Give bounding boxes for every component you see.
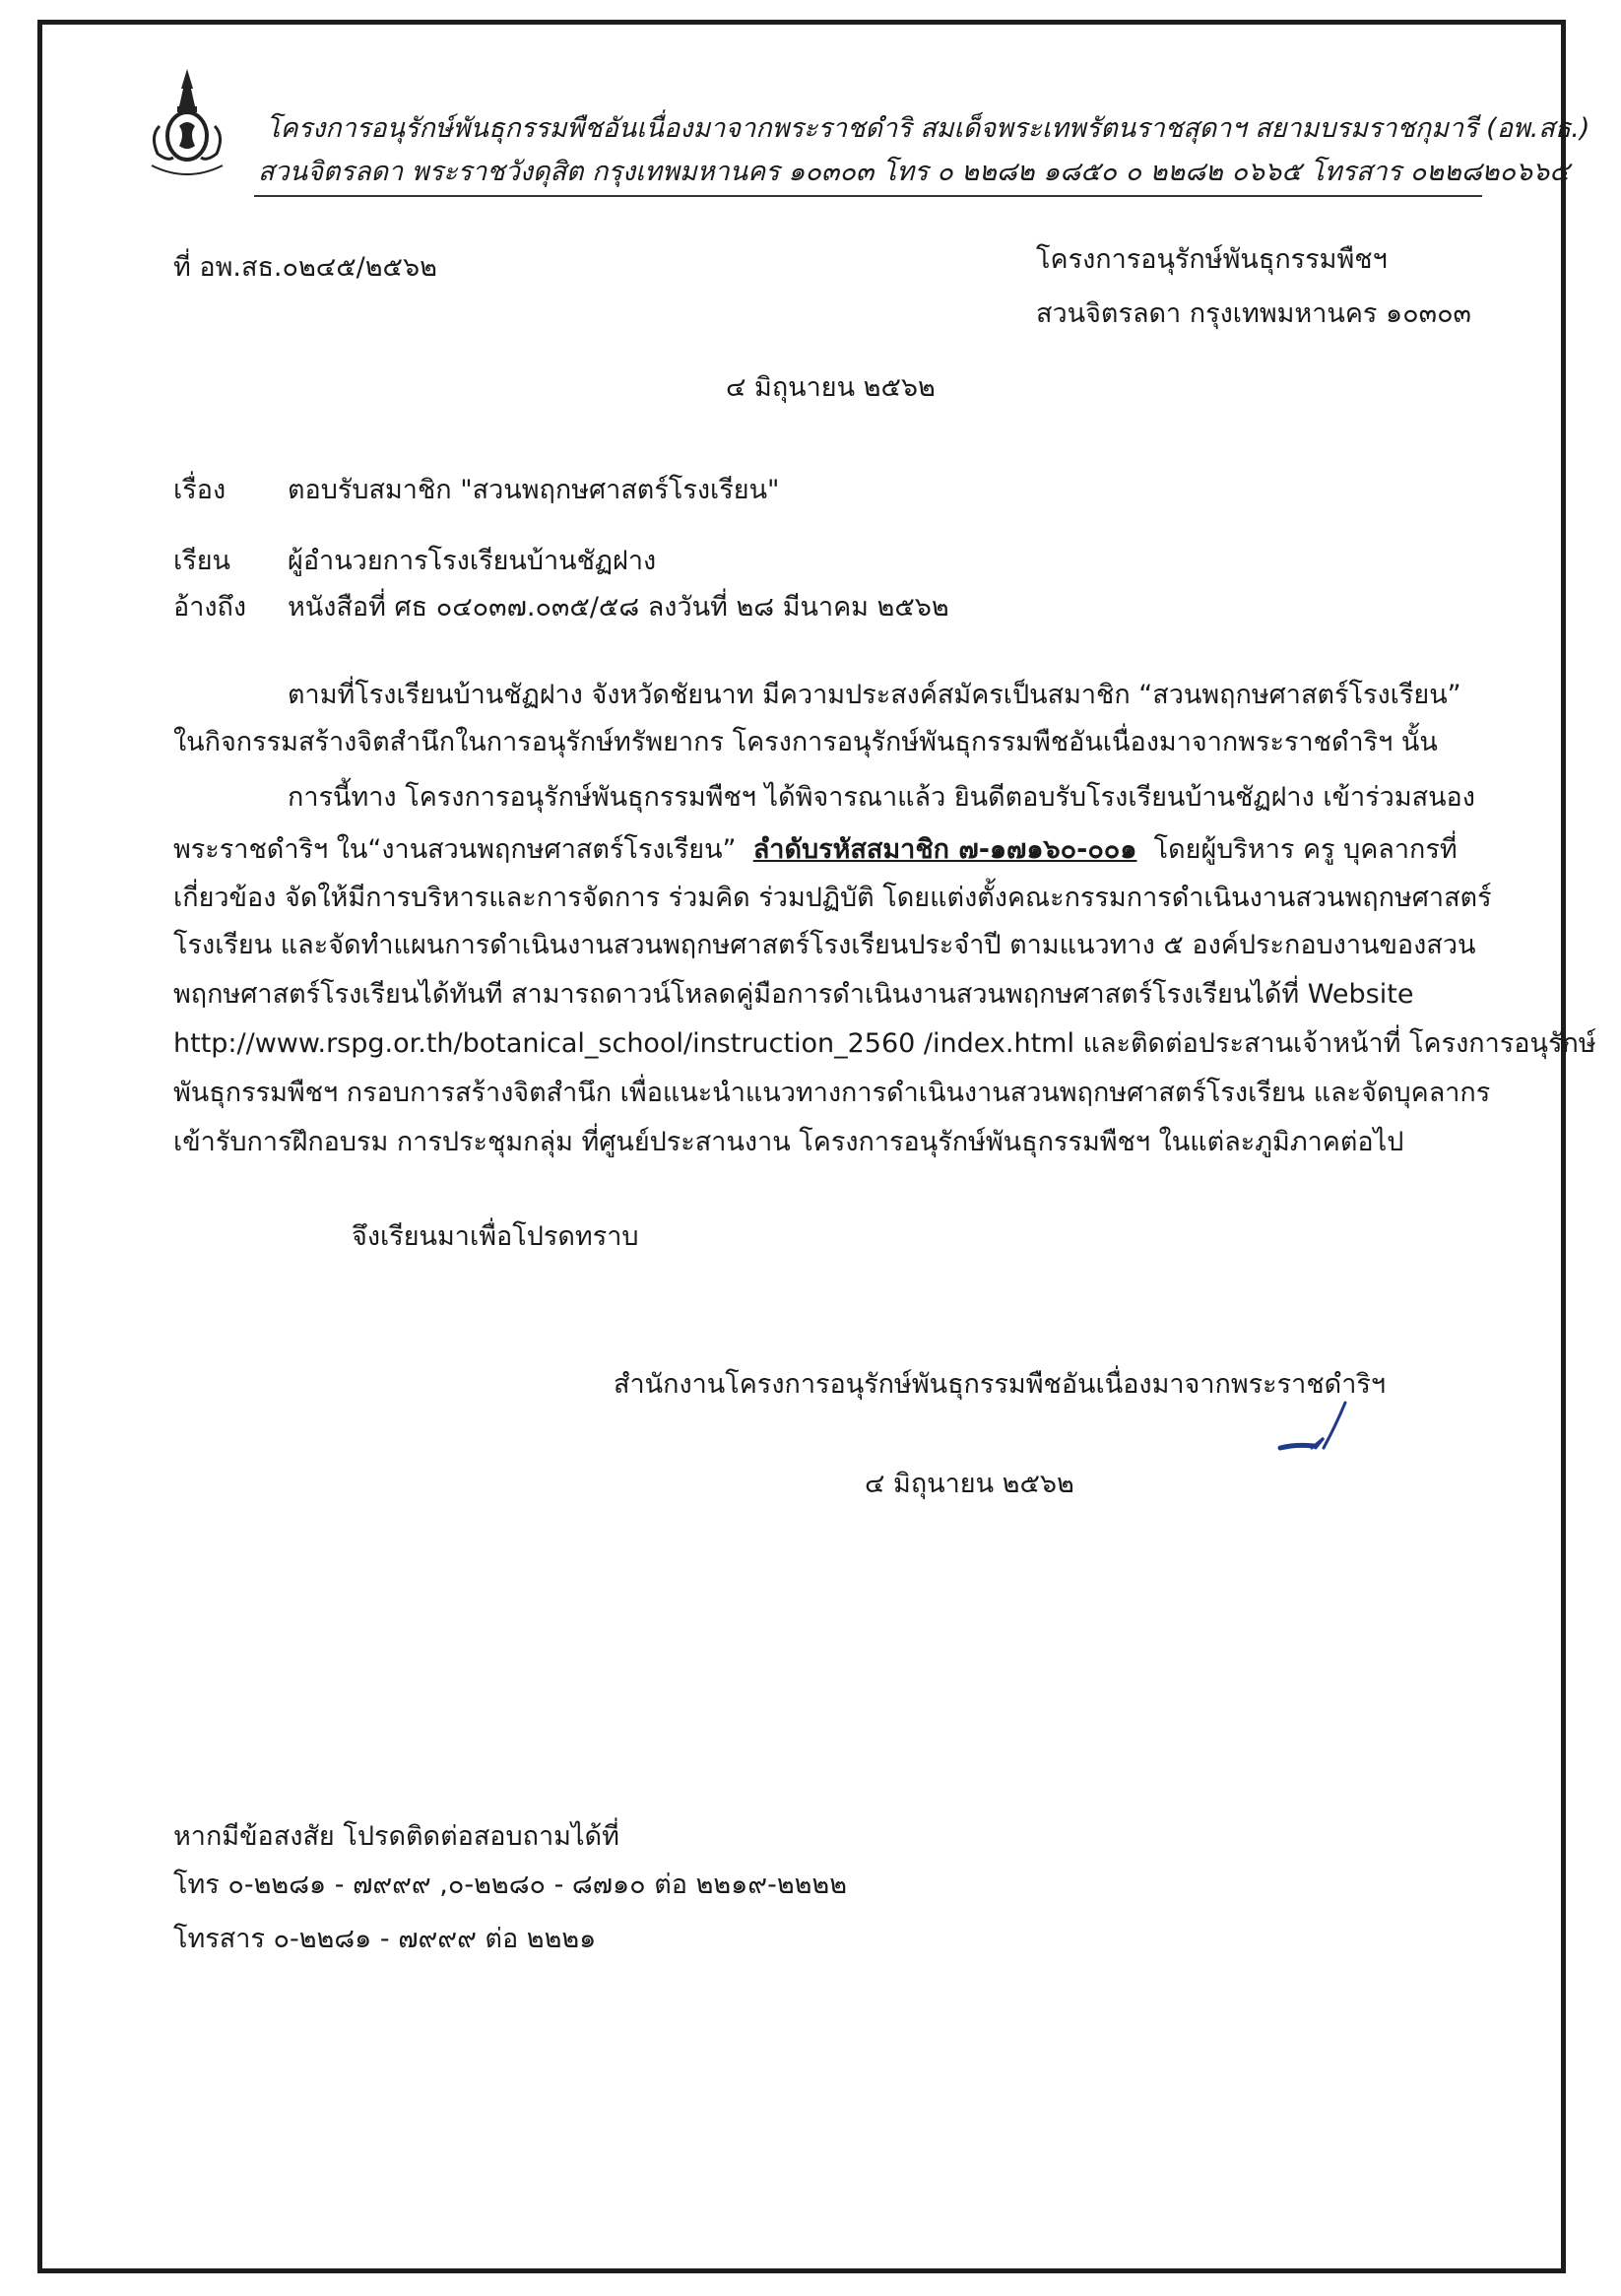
office-name: สำนักงานโครงการอนุรักษ์พันธุกรรมพืชอันเนื่องมาจากพระราชดำริฯ <box>614 1369 1387 1400</box>
contact-fax: โทรสาร ๐-๒๒๘๑ - ๗๙๙๙ ต่อ ๒๒๒๑ <box>173 1924 597 1954</box>
letter-date: ๔ มิถุนายน ๒๕๖๒ <box>726 372 936 403</box>
paragraph-2-line-6: http://www.rspg.or.th/botanical_school/instruction_2560 /index.html และติดต่อประสานเจ้าหน้าที่ โครงการอนุรักษ์ <box>173 1028 1596 1059</box>
header-line-1: โครงการอนุรักษ์พันธุกรรมพืชอันเนื่องมาจากพระราชดำริ สมเด็จพระเทพรัตนราชสุดาฯ สยามบรมราชกุมารี (อพ.สธ.) <box>266 113 1590 144</box>
recipient-text: ผู้อำนวยการโรงเรียนบ้านชัฏฝาง <box>288 546 657 576</box>
signature <box>1276 1397 1365 1456</box>
sender-line-2: สวนจิตรลดา กรุงเทพมหานคร ๑๐๓๐๓ <box>1036 298 1472 329</box>
paragraph-2-line-2 <box>173 827 1458 870</box>
paragraph-2-line-5: พฤกษศาสตร์โรงเรียนได้ทันที สามารถดาวน์โหลดคู่มือการดำเนินงานสวนพฤกษศาสตร์โรงเรียนได้ที่ Website <box>173 979 1414 1010</box>
paragraph-2-line-4: โรงเรียน และจัดทำแผนการดำเนินงานสวนพฤกษศาสตร์โรงเรียนประจำปี ตามแนวทาง ๕ องค์ประกอบงานของสวน <box>173 930 1476 960</box>
paragraph-2-line-7: พันธุกรรมพืชฯ กรอบการสร้างจิตสำนึก เพื่อแนะนำแนวทางการดำเนินงานสวนพฤกษศาสตร์โรงเรียน และจัดบุคลากร <box>173 1078 1491 1108</box>
contact-line-1: หากมีข้อสงสัย โปรดติดต่อสอบถามได้ที่ <box>173 1821 619 1852</box>
signature-date: ๔ มิถุนายน ๒๕๖๒ <box>865 1469 1074 1499</box>
reference-text: หนังสือที่ ศธ ๐๔๐๓๗.๐๓๕/๕๘ ลงวันที่ ๒๘ มีนาคม ๒๕๖๒ <box>288 592 949 623</box>
closing-text: จึงเรียนมาเพื่อโปรดทราบ <box>352 1221 639 1252</box>
member-code: ลำดับรหัสสมาชิก ๗-๑๗๑๖๐-๐๐๑ <box>752 834 1137 865</box>
paragraph-2-line-3: เกี่ยวข้อง จัดให้มีการบริหารและการจัดการ ร่วมคิด ร่วมปฏิบัติ โดยแต่งตั้งคณะกรรมการดำเนินงานสวนพฤกษศาสตร์ <box>173 883 1492 913</box>
rspg-logo-icon <box>138 67 236 185</box>
sender-line-1: โครงการอนุรักษ์พันธุกรรมพืชฯ <box>1036 244 1388 275</box>
reference-number: ที่ อพ.สธ.๐๒๔๕/๒๕๖๒ <box>173 252 437 283</box>
subject-text: ตอบรับสมาชิก "สวนพฤกษศาสตร์โรงเรียน" <box>288 475 780 505</box>
paragraph-2-line-2-start: พระราชดำริฯ ใน“งานสวนพฤกษศาสตร์โรงเรียน” <box>173 834 737 865</box>
paragraph-2-line-2-end: โดยผู้บริหาร ครู บุคลากรที่ <box>1153 834 1458 865</box>
paragraph-2-line-8: เข้ารับการฝึกอบรม การประชุมกลุ่ม ที่ศูนย์ประสานงาน โครงการอนุรักษ์พันธุกรรมพืชฯ ในแต่ละภูมิภาคต่อไป <box>173 1127 1404 1157</box>
paragraph-2-line-1: การนี้ทาง โครงการอนุรักษ์พันธุกรรมพืชฯ ได้พิจารณาแล้ว ยินดีตอบรับโรงเรียนบ้านชัฏฝาง เข้าร่วมสนอง <box>288 782 1475 813</box>
header-line-2: สวนจิตรลดา พระราชวังดุสิต กรุงเทพมหานคร ๑๐๓๐๓ โทร ๐ ๒๒๘๒ ๑๘๕๐ ๐ ๒๒๘๒ ๐๖๖๕ โทรสาร ๐๒๒๘๒๐๖๖๕ <box>258 157 1570 187</box>
reference-label: อ้างถึง <box>173 592 247 623</box>
header-divider <box>254 195 1482 197</box>
paragraph-1-line-1: ตามที่โรงเรียนบ้านชัฏฝาง จังหวัดชัยนาท มีความประสงค์สมัครเป็นสมาชิก “สวนพฤกษศาสตร์โรงเรียน” <box>288 680 1461 710</box>
recipient-label: เรียน <box>173 546 231 576</box>
contact-phone: โทร ๐-๒๒๘๑ - ๗๙๙๙ ,๐-๒๒๘๐ - ๘๗๑๐ ต่อ ๒๒๑๙-๒๒๒๒ <box>173 1870 848 1900</box>
paragraph-1-line-2: ในกิจกรรมสร้างจิตสำนึกในการอนุรักษ์ทรัพยากร โครงการอนุรักษ์พันธุกรรมพืชอันเนื่องมาจากพระราชดำริฯ นั้น <box>173 727 1438 757</box>
subject-label: เรื่อง <box>173 475 227 505</box>
